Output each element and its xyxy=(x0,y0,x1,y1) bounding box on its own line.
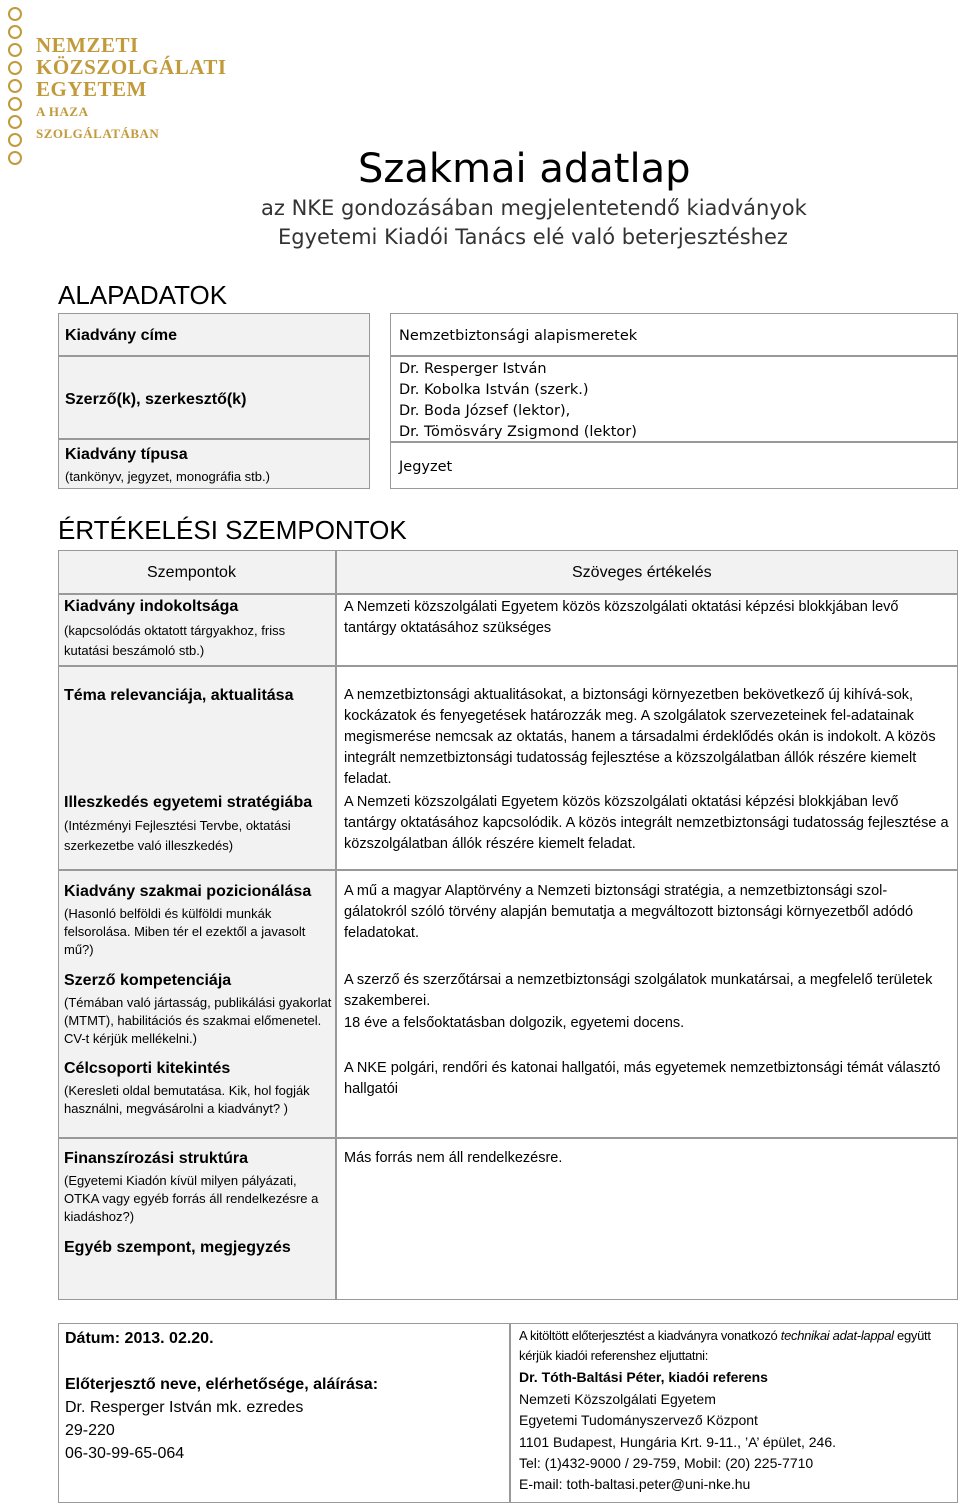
eval-col2-header-cell xyxy=(336,550,958,594)
basic-type-label-cell xyxy=(58,439,370,489)
eval-row-6-text: A NKE polgári, rendőri és katonai hallgatói, más egyetemek nemzetbiztonsági témát választó hallgatói xyxy=(344,1060,941,1097)
basic-authors-label: Szerző(k), szerkesztő(k) xyxy=(65,391,247,408)
basic-title-value-cell xyxy=(390,313,958,356)
logo-line-1: NEMZETI xyxy=(36,33,139,57)
eval-col1-header: Szempontok xyxy=(147,564,236,581)
basic-title-label-cell xyxy=(58,313,370,356)
eval-row-7-hint: (Egyetemi Kiadón kívül milyen pályázati, OTKA vagy egyéb forrás áll rendelkezésre a kiadáshoz?) xyxy=(64,1173,319,1224)
basic-type-hint: (tankönyv, jegyzet, monográfia stb.) xyxy=(65,469,270,484)
footer-referent-line-3: 1101 Budapest, Hungária Krt. 9-11., ’A’ épület, 246. xyxy=(519,1434,837,1450)
footer-note-part-1: A kitöltött előterjesztést a kiadványra vonatkozó xyxy=(519,1328,781,1343)
page-subtitle-2: Egyetemi Kiadói Tanács elé való beterjesztéshez xyxy=(278,225,788,249)
page-title: Szakmai adatlap xyxy=(358,146,691,192)
eval-row-4-text: A mű a magyar Alaptörvény a Nemzeti biztonsági stratégia, a nemzetbiztonsági szol-gálatokról szóló törvény alapján bemutatja a megváltozott biztonsági környezetből adódó feladatokat. xyxy=(344,883,914,941)
eval-row-5-text: A szerző és szerzőtársai a nemzetbiztonsági szolgálatok munkatársai, a megfelelő területek szakemberei. xyxy=(344,972,933,1009)
footer-submitter-box xyxy=(58,1323,510,1503)
eval-row-3-hint: (Intézményi Fejlesztési Tervbe, oktatási szerkezetbe való illeszkedés) xyxy=(64,818,291,853)
footer-referent-line-4: Tel: (1)432-9000 / 29-759, Mobil: (20) 225-7710 xyxy=(519,1455,814,1471)
basic-authors-value-cell xyxy=(390,356,958,442)
eval-row-4-title: Kiadvány szakmai pozicionálása xyxy=(64,883,312,900)
footer-referent-line-1: Nemzeti Közszolgálati Egyetem xyxy=(519,1391,716,1407)
basic-authors-label-cell xyxy=(58,356,370,439)
evaluation-heading: ÉRTÉKELÉSI SZEMPONTOK xyxy=(58,515,407,545)
eval-row-7-text: Más forrás nem áll rendelkezésre. xyxy=(344,1150,563,1166)
footer-submitter-line-3: 06-30-99-65-064 xyxy=(65,1445,185,1462)
footer-submitter-label: Előterjesztő neve, elérhetősége, aláírása: xyxy=(65,1376,379,1393)
eval-row-6-hint: (Keresleti oldal bemutatása. Kik, hol fogják használni, megvásárolni a kiadványt? ) xyxy=(64,1083,310,1116)
footer-referent-email[interactable]: E-mail: toth-baltasi.peter@uni-nke.hu xyxy=(519,1476,751,1492)
footer-note-part-2: együtt kérjük kiadói referenshez eljuttatni: xyxy=(519,1328,931,1363)
page-subtitle-1: az NKE gondozásában megjelentetendő kiadványok xyxy=(261,196,807,220)
eval-row-3-title: Illeszkedés egyetemi stratégiába xyxy=(64,794,313,811)
eval-row-1-title: Kiadvány indokoltsága xyxy=(64,598,239,615)
eval-row-8-title: Egyéb szempont, megjegyzés xyxy=(64,1239,291,1256)
footer-date: Dátum: 2013. 02.20. xyxy=(65,1330,214,1347)
eval-row-6-title: Célcsoporti kitekintés xyxy=(64,1060,231,1077)
footer-referent-line-2: Egyetemi Tudományszervező Központ xyxy=(519,1412,758,1428)
logo-line-2: KÖZSZOLGÁLATI xyxy=(36,55,227,79)
eval-row-2-text: A nemzetbiztonsági aktualitásokat, a biztonsági környezetben bekövetkező új kihívá-sok, kockázatok és fenyegetések határozzák meg. A szolgálatok szervezeteinek fel-adatainak megismerése nemcsak az oktatás, hanem a társadalmi érdeklődés okán is indokolt. A közös integrált nemzetbiztonsági tudatosság fejlesztése a közszolgálatban állók részére kiemelt feladat. xyxy=(344,687,936,787)
basic-type-value: Jegyzet xyxy=(399,459,453,475)
eval-row-5-text-2: 18 éve a felsőoktatásban dolgozik, egyetemi docens. xyxy=(344,1015,685,1031)
author-line-2: Dr. Kobolka István (szerk.) xyxy=(399,382,589,398)
basic-type-value-cell xyxy=(390,442,958,489)
author-line-4: Dr. Tömösváry Zsigmond (lektor) xyxy=(399,424,637,440)
eval-row-1-text: A Nemzeti közszolgálati Egyetem közös közszolgálati oktatási képzési blokkjában levő tantárgy oktatásához szükséges xyxy=(344,599,899,636)
eval-row-3-text: A Nemzeti közszolgálati Egyetem közös közszolgálati oktatási képzési blokkjában levő tantárgy oktatásához kapcsolódik. A közös integrált nemzetbiztonsági tudatosság fejlesztése a közszolgálatban állók részére kiemelt feladat. xyxy=(344,794,949,852)
eval-row-1-hint: (kapcsolódás oktatott tárgyakhoz, friss kutatási beszámoló stb.) xyxy=(64,623,286,658)
eval-row-7-title: Finanszírozási struktúra xyxy=(64,1150,249,1167)
author-line-1: Dr. Resperger István xyxy=(399,361,547,377)
eval-row-5-title: Szerző kompetenciája xyxy=(64,972,232,989)
basic-type-label: Kiadvány típusa xyxy=(65,446,188,463)
logo-tagline: A HAZA SZOLGÁLATÁBAN xyxy=(36,104,160,141)
footer-referent-name: Dr. Tóth-Baltási Péter, kiadói referens xyxy=(519,1369,768,1385)
basic-title-value: Nemzetbiztonsági alapismeretek xyxy=(399,328,638,344)
eval-row-4-hint: (Hasonló belföldi és külföldi munkák felsorolása. Miben tér el ezektől a javasolt mű?) xyxy=(64,906,306,957)
eval-col2-header: Szöveges értékelés xyxy=(572,564,712,581)
eval-col1-header-cell xyxy=(58,550,336,594)
footer-note-emphasis: technikai adat-lappal xyxy=(780,1328,894,1343)
footer-submitter-line-1: Dr. Resperger István mk. ezredes xyxy=(65,1399,304,1416)
footer-note xyxy=(519,1326,949,1366)
eval-row-5-hint: (Témában való jártasság, publikálási gyakorlat (MTMT), habilitációs és szakmai előmenetel. CV-t kérjük mellékelni.) xyxy=(64,995,332,1046)
eval-row-2-title: Téma relevanciája, aktualitása xyxy=(64,687,294,704)
logo-ornament-icon xyxy=(2,4,28,168)
footer-submitter-line-2: 29-220 xyxy=(65,1422,115,1439)
basic-data-heading: ALAPADATOK xyxy=(58,280,228,310)
footer-referent-box xyxy=(510,1323,958,1503)
basic-title-label: Kiadvány címe xyxy=(65,327,178,344)
logo xyxy=(0,0,227,170)
logo-line-3: EGYETEM xyxy=(36,77,147,101)
author-line-3: Dr. Boda József (lektor), xyxy=(399,403,571,419)
